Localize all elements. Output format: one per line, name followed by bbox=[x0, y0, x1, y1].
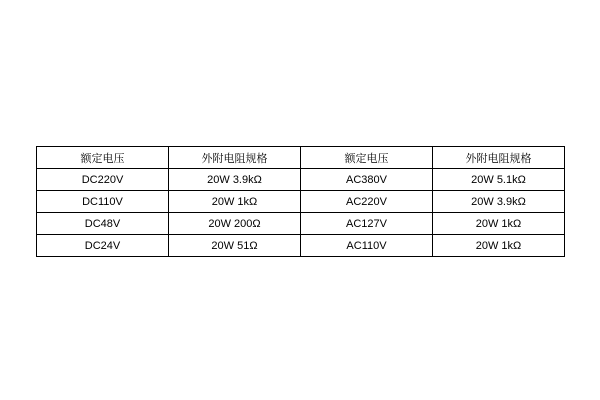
cell-voltage-ac: AC110V bbox=[301, 235, 433, 257]
cell-resistor-ac: 20W 1kΩ bbox=[433, 235, 565, 257]
cell-voltage-ac: AC127V bbox=[301, 213, 433, 235]
column-header-rated-voltage-right: 额定电压 bbox=[301, 147, 433, 169]
cell-resistor-dc: 20W 3.9kΩ bbox=[169, 169, 301, 191]
cell-voltage-ac: AC380V bbox=[301, 169, 433, 191]
cell-resistor-ac: 20W 5.1kΩ bbox=[433, 169, 565, 191]
cell-voltage-ac: AC220V bbox=[301, 191, 433, 213]
spec-table-container bbox=[36, 146, 564, 257]
table-row bbox=[37, 235, 565, 257]
cell-voltage-dc: DC110V bbox=[37, 191, 169, 213]
column-header-rated-voltage-left: 额定电压 bbox=[37, 147, 169, 169]
cell-voltage-dc: DC220V bbox=[37, 169, 169, 191]
cell-resistor-dc: 20W 1kΩ bbox=[169, 191, 301, 213]
voltage-resistor-spec-table bbox=[36, 146, 565, 257]
column-header-resistor-spec-right: 外附电阻规格 bbox=[433, 147, 565, 169]
cell-voltage-dc: DC24V bbox=[37, 235, 169, 257]
cell-resistor-dc: 20W 200Ω bbox=[169, 213, 301, 235]
table-row bbox=[37, 169, 565, 191]
column-header-resistor-spec-left: 外附电阻规格 bbox=[169, 147, 301, 169]
table-row bbox=[37, 213, 565, 235]
cell-voltage-dc: DC48V bbox=[37, 213, 169, 235]
cell-resistor-ac: 20W 3.9kΩ bbox=[433, 191, 565, 213]
table-row bbox=[37, 191, 565, 213]
table-header-row bbox=[37, 147, 565, 169]
cell-resistor-ac: 20W 1kΩ bbox=[433, 213, 565, 235]
cell-resistor-dc: 20W 51Ω bbox=[169, 235, 301, 257]
